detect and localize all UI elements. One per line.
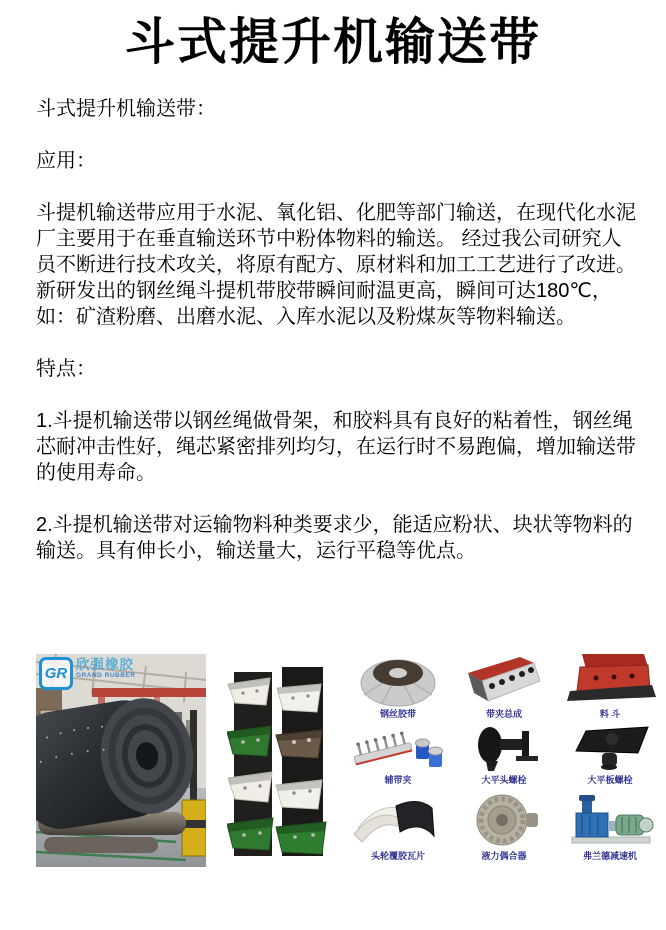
product-item — [557, 788, 663, 864]
accessories-grid — [345, 652, 663, 864]
product-label: 料 斗 — [599, 709, 621, 719]
grand-rubber-logo — [39, 657, 135, 690]
hydraulic-coupling-image — [451, 788, 557, 851]
aux-belt-clamp-image — [345, 722, 451, 775]
gr-logo-icon — [39, 657, 73, 690]
product-item — [451, 652, 557, 722]
product-item — [451, 788, 557, 864]
product-item — [557, 722, 663, 788]
steel-wire-belt-roll-image — [345, 651, 451, 709]
flat-plate-bolt-image — [557, 722, 663, 775]
logo-monogram: GR — [44, 665, 68, 682]
features-heading: 特点： — [36, 358, 96, 380]
flat-head-bolt-image — [451, 722, 557, 775]
product-description — [36, 96, 636, 590]
elevator-buckets-photo — [227, 662, 331, 859]
product-label: 头轮覆胶瓦片 — [370, 851, 425, 861]
logo-chinese-name: 欣强橡胶 — [76, 657, 134, 672]
head-wheel-rubber-tiles-image — [345, 788, 451, 851]
product-item — [345, 722, 451, 788]
logo-english-name: GRAND RUBBER — [76, 672, 136, 679]
product-item — [451, 722, 557, 788]
intro-label: 斗式提升机输送带： — [36, 98, 216, 120]
product-item — [557, 652, 663, 722]
product-label: 钢丝胶带 — [379, 709, 416, 719]
product-item — [345, 788, 451, 864]
product-label: 弗兰德减速机 — [582, 851, 637, 861]
product-item — [345, 652, 451, 722]
logo-text — [76, 657, 135, 679]
belt-roll-factory-photo — [36, 654, 206, 867]
flender-reducer-image — [557, 788, 663, 851]
product-label: 大平头螺栓 — [481, 775, 527, 785]
page-title: 斗式提升机输送带 — [125, 14, 541, 70]
buckets-photo-art — [227, 662, 331, 859]
product-label: 大平板螺栓 — [587, 775, 633, 785]
product-label: 液力偶合器 — [481, 851, 527, 861]
hopper-image — [557, 651, 663, 709]
application-heading: 应用： — [36, 150, 96, 172]
belt-clamp-assembly-image — [451, 651, 557, 709]
application-text: 斗提机输送带应用于水泥、氧化铝、化肥等部门输送，在现代化水泥厂主要用于在垂直输送环节中粉体物料的输送。 经过我公司研究人员不断进行技术攻关，将原有配方、原材料和加工工艺进行了改进。新研发出的钢丝绳斗提机带胶带瞬间耐温更高，瞬间可达180℃，如：矿渣粉磨、出磨水泥、入库水泥以及粉煤灰等物料输送。 — [36, 202, 636, 328]
product-label: 带夹总成 — [485, 709, 522, 719]
feature-item-2: 2.斗提机输送带对运输物料种类要求少，能适应粉状、块状等物料的输送。具有伸长小，输送量大，运行平稳等优点。 — [36, 514, 633, 562]
product-label: 辅带夹 — [384, 775, 412, 785]
feature-item-1: 1.斗提机输送带以钢丝绳做骨架，和胶料具有良好的粘着性，钢丝绳芯耐冲击性好，绳芯紧密排列均匀，在运行时不易跑偏，增加输送带的使用寿命。 — [36, 410, 636, 484]
